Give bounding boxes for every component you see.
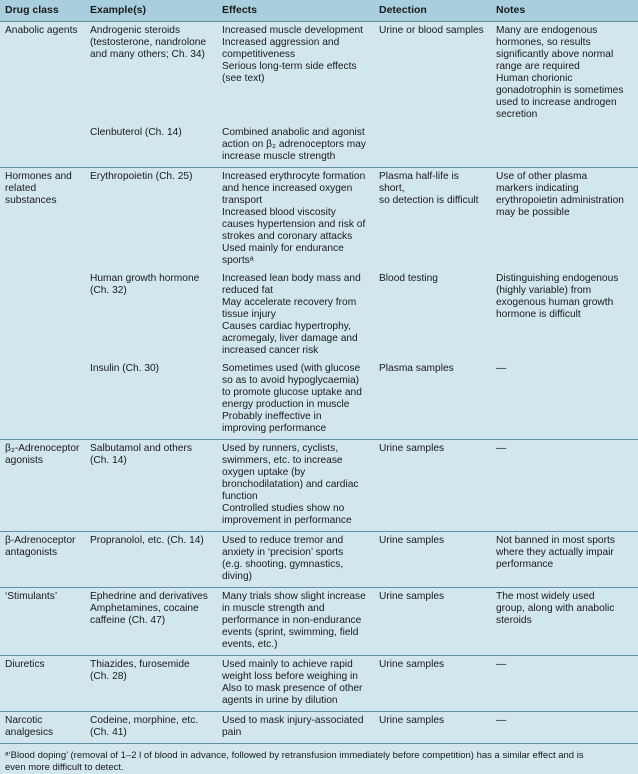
- cell-detection: Urine samples: [379, 535, 445, 546]
- cell-examples: Salbutamol and others (Ch. 14): [90, 443, 192, 466]
- cell-effects: Sometimes used (with glucose so as to avoid hypoglycaemia) to promote glucose uptake and energy production in muscle Probably ineffective in improving performance: [222, 363, 362, 434]
- cell-notes: Distinguishing endogenous (highly variable) from exogenous human growth hormone is difficult: [496, 273, 619, 320]
- cell-examples: Codeine, morphine, etc. (Ch. 41): [90, 715, 199, 738]
- cell-examples: Erythropoietin (Ch. 25): [90, 171, 193, 182]
- cell-effects: Used to reduce tremor and anxiety in ‘precision’ sports (e.g. shooting, gymnastics, diving): [222, 535, 344, 582]
- footnote-text: ᵃ‘Blood doping’ (removal of 1–2 l of blood in advance, followed by retransfusion immediately before competition) has a similar effect and is even more difficult to detect.: [5, 750, 584, 773]
- cell-notes: Not banned in most sports where they actually impair performance: [496, 535, 615, 570]
- cell-drug-class: Anabolic agents: [5, 25, 78, 36]
- table-row: [0, 125, 638, 168]
- cell-examples: Thiazides, furosemide (Ch. 28): [90, 659, 190, 682]
- cell-notes: Many are endogenous hormones, so results significantly above normal range are required Human chorionic gonadotrophin is sometimes used to increase androgen secretion: [496, 25, 624, 120]
- cell-drug-class: Diuretics: [5, 659, 45, 670]
- cell-effects: Many trials show slight increase in muscle strength and performance in non-endurance events (sprint, swimming, field events, etc.): [222, 591, 366, 650]
- cell-effects: Increased lean body mass and reduced fat May accelerate recovery from tissue injury Causes cardiac hypertrophy, acromegaly, liver damage and increased cancer risk: [222, 273, 361, 356]
- cell-drug-class: Narcotic analgesics: [5, 715, 54, 738]
- table-row: [0, 22, 638, 126]
- cell-detection: Urine samples: [379, 591, 445, 602]
- header-detection: Detection: [374, 0, 491, 22]
- header-drug-class: Drug class: [0, 0, 85, 22]
- cell-effects: Increased muscle development Increased aggression and competitiveness Serious long-term side effects (see text): [222, 25, 364, 84]
- cell-detection: Urine samples: [379, 715, 445, 726]
- table-row: [0, 168, 638, 272]
- cell-detection: Urine samples: [379, 659, 445, 670]
- cell-detection: Urine samples: [379, 443, 445, 454]
- cell-effects: Combined anabolic and agonist action on β₂ adrenoceptors may increase muscle strength: [222, 127, 367, 162]
- cell-detection: Blood testing: [379, 273, 438, 284]
- cell-drug-class: β₂-Adrenoceptor agonists: [5, 443, 80, 466]
- cell-notes: —: [496, 363, 507, 374]
- cell-effects: Used mainly to achieve rapid weight loss before weighing in Also to mask presence of other agents in urine by dilution: [222, 659, 363, 706]
- cell-effects: Used by runners, cyclists, swimmers, etc. to increase oxygen uptake (by bronchodilatation) and cardiac function Controlled studies show no improvement in performance: [222, 443, 359, 526]
- header-effects: Effects: [217, 0, 374, 22]
- table-row: [0, 361, 638, 440]
- table-header: [0, 0, 638, 22]
- cell-detection: Plasma half-life is short, so detection is difficult: [379, 171, 479, 206]
- cell-drug-class: β-Adrenoceptor antagonists: [5, 535, 76, 558]
- header-notes: Notes: [491, 0, 638, 22]
- header-examples: Example(s): [85, 0, 217, 22]
- table-row: [0, 712, 638, 744]
- cell-notes: The most widely used group, along with anabolic steroids: [496, 591, 615, 626]
- cell-examples: Clenbuterol (Ch. 14): [90, 127, 182, 138]
- cell-notes: —: [496, 659, 507, 670]
- table-row: [0, 532, 638, 588]
- cell-examples: Propranolol, etc. (Ch. 14): [90, 535, 204, 546]
- cell-detection: Plasma samples: [379, 363, 454, 374]
- footnote: [0, 743, 638, 774]
- cell-notes: —: [496, 715, 507, 726]
- cell-examples: Insulin (Ch. 30): [90, 363, 160, 374]
- cell-effects: Used to mask injury-associated pain: [222, 715, 364, 738]
- cell-drug-class: ‘Stimulants’: [5, 591, 58, 602]
- cell-notes: —: [496, 443, 507, 454]
- cell-examples: Ephedrine and derivatives Amphetamines, cocaine caffeine (Ch. 47): [90, 591, 208, 626]
- cell-examples: Androgenic steroids (testosterone, nandrolone and many others; Ch. 34): [90, 25, 207, 60]
- cell-examples: Human growth hormone (Ch. 32): [90, 273, 200, 296]
- cell-notes: Use of other plasma markers indicating erythropoietin administration may be possible: [496, 171, 624, 218]
- table-row: [0, 440, 638, 532]
- cell-detection: Urine or blood samples: [379, 25, 484, 36]
- table-row: [0, 588, 638, 656]
- cell-effects: Increased erythrocyte formation and hence increased oxygen transport Increased blood viscosity causes hypertension and risk of strokes and coronary attacks Used mainly for endurance sportsᵃ: [222, 171, 366, 266]
- cell-drug-class: Hormones and related substances: [5, 171, 72, 206]
- table-row: [0, 656, 638, 712]
- table-row: [0, 271, 638, 361]
